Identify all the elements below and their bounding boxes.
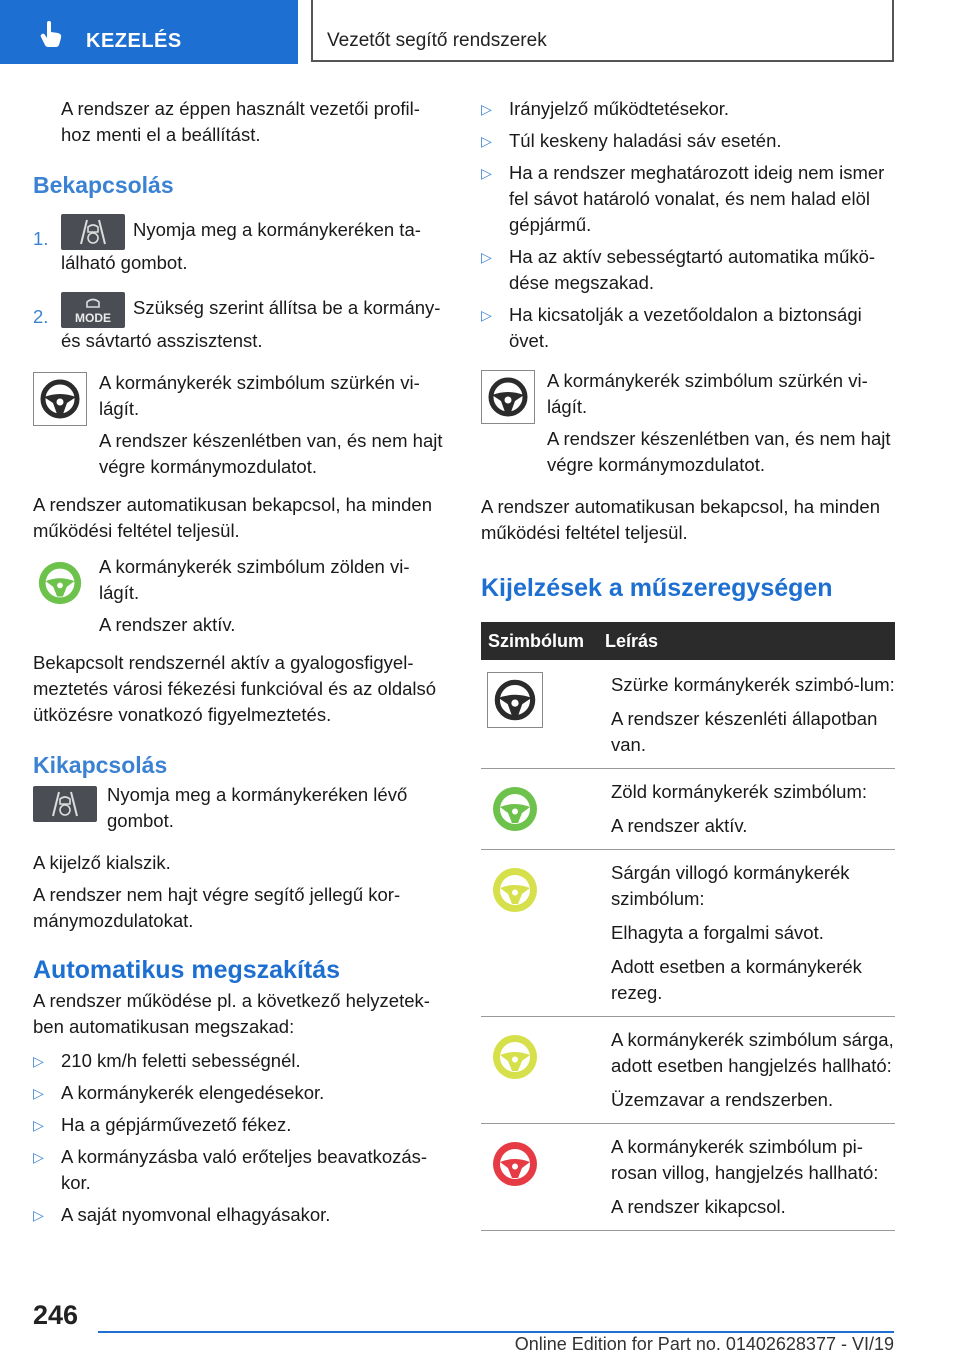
steering-wheel-icon bbox=[489, 783, 541, 835]
list-item: ▷ Irányjelző működtetésekor. bbox=[481, 98, 730, 119]
table-row: A kormánykerék szimbólum sárga, adott esetben hangjelzés hallható: Üzemzavar a rendszerben. bbox=[481, 1017, 895, 1124]
heading-kikapcsolas: Kikapcsolás bbox=[33, 752, 168, 778]
steering-wheel-icon bbox=[487, 672, 543, 728]
heading-bekapcsolas: Bekapcsolás bbox=[33, 172, 174, 198]
auto-on-text: A rendszer automatikusan bekapcsol, ha minden működési feltétel teljesül. bbox=[481, 496, 881, 543]
green-wheel-text-b: A rendszer aktív. bbox=[99, 614, 236, 635]
list-item: ▷ Ha az aktív sebességtartó automatika műkö-dése megszakad. bbox=[481, 246, 876, 293]
list-item: ▷ 210 km/h feletti sebességnél. bbox=[33, 1050, 301, 1071]
mode-button-label: MODE bbox=[75, 311, 111, 325]
list-item: ▷ A saját nyomvonal elhagyásakor. bbox=[33, 1204, 331, 1225]
right-column bbox=[481, 96, 895, 1231]
steering-wheel-icon bbox=[35, 558, 85, 608]
hand-pointer-icon bbox=[38, 20, 64, 48]
display-off-text: A kijelző kialszik. bbox=[33, 852, 171, 873]
step-1-number: 1. bbox=[33, 228, 49, 249]
gray-wheel-text-b: A rendszer készenlétben van, és nem hajt végre kormánymozdulatot. bbox=[99, 430, 443, 477]
section-title: KEZELÉS bbox=[86, 30, 182, 52]
gray-wheel-block bbox=[33, 370, 443, 480]
steering-wheel-icon bbox=[33, 372, 87, 426]
step-2 bbox=[33, 292, 443, 354]
step-2-text-b: és sávtartó asszisztenst. bbox=[61, 330, 263, 351]
steering-wheel-icon bbox=[489, 864, 541, 916]
off-block bbox=[33, 782, 443, 834]
step-2-text-a: Szükség szerint állítsa be a kormány- bbox=[133, 297, 441, 319]
auto-on-text: A rendszer automatikusan bekapcsol, ha minden működési feltétel teljesül. bbox=[33, 494, 433, 541]
column-header-description: Leírás bbox=[605, 630, 659, 651]
lane-assist-button-icon bbox=[33, 786, 97, 822]
chapter-header bbox=[311, 0, 894, 62]
table-row: Szürke kormánykerék szimbó-lum: A rendszer készenléti állapotban van. bbox=[481, 660, 895, 769]
gray-wheel-text-a: A kormánykerék szimbólum szürkén vi-lágít. bbox=[99, 372, 420, 419]
gray-wheel-block-right bbox=[481, 368, 895, 478]
left-column bbox=[33, 96, 443, 1228]
steering-wheel-icon bbox=[489, 1138, 541, 1190]
table-header bbox=[481, 622, 895, 660]
chapter-title: Vezetőt segítő rendszerek bbox=[327, 30, 547, 51]
intro-text: A rendszer az éppen használt vezetői profil-hoz menti el a beállítást. bbox=[61, 98, 420, 145]
step-1 bbox=[33, 214, 443, 276]
steering-wheel-icon bbox=[481, 370, 535, 424]
gray-wheel-text-a: A kormánykerék szimbólum szürkén vi-lágít. bbox=[547, 370, 868, 417]
list-item: ▷ A kormányzásba való erőteljes beavatkozás-kor. bbox=[33, 1146, 428, 1193]
no-steer-text: A rendszer nem hajt végre segítő jellegű kor-mánymozdulatokat. bbox=[33, 884, 401, 931]
step-1-text-a: Nyomja meg a kormánykeréken ta- bbox=[133, 219, 421, 241]
steering-wheel-icon bbox=[489, 1031, 541, 1083]
symbol-table bbox=[481, 622, 895, 1231]
step-1-text-b: lálható gombot. bbox=[61, 252, 188, 273]
page-number: 246 bbox=[33, 1300, 79, 1330]
list-item: ▷ Túl keskeny haladási sáv esetén. bbox=[481, 130, 782, 151]
list-item: ▷ A kormánykerék elengedésekor. bbox=[33, 1082, 325, 1103]
off-text: Nyomja meg a kormánykeréken lévő gombot. bbox=[107, 784, 408, 831]
section-tab bbox=[0, 0, 298, 64]
lane-assist-button-icon bbox=[61, 214, 125, 250]
list-item: ▷ Ha kicsatolják a vezetőoldalon a biztonsági övet. bbox=[481, 304, 862, 351]
table-row: Sárgán villogó kormánykerék szimbólum: Elhagyta a forgalmi sávot. Adott esetben a kormánykerék rezeg. bbox=[481, 850, 895, 1017]
table-row: A kormánykerék szimbólum pi-rosan villog, hangjelzés hallható: A rendszer kikapcsol. bbox=[481, 1124, 895, 1231]
gray-wheel-text-b: A rendszer készenlétben van, és nem hajt végre kormánymozdulatot. bbox=[547, 428, 891, 475]
list-item: ▷ Ha a gépjárművezető fékez. bbox=[33, 1114, 292, 1135]
step-2-number: 2. bbox=[33, 306, 49, 327]
auto-intro-text: A rendszer működése pl. a következő helyzetek-ben automatikusan megszakad: bbox=[33, 990, 430, 1037]
right-bullet-list bbox=[481, 96, 895, 354]
list-item: ▷ Ha a rendszer meghatározott ideig nem ismer fel sávot határoló vonalat, és nem halad elöl gépjármű. bbox=[481, 162, 885, 235]
extra-warning-text: Bekapcsolt rendszernél aktív a gyalogosfigyel-meztetés városi fékezési funkcióval és az oldalsó ütközésre vonatkozó figyelmeztetés. bbox=[33, 652, 437, 725]
table-row: Zöld kormánykerék szimbólum: A rendszer aktív. bbox=[481, 769, 895, 850]
heading-kijelzesek: Kijelzések a műszeregységen bbox=[481, 574, 833, 602]
heading-automatikus-megszakitas: Automatikus megszakítás bbox=[33, 956, 341, 984]
green-wheel-block bbox=[33, 554, 443, 638]
left-bullet-list bbox=[33, 1048, 443, 1228]
footer-edition: Online Edition for Part no. 01402628377 - VI/19 bbox=[514, 1334, 894, 1354]
footer-divider bbox=[98, 1331, 894, 1333]
mode-button-icon bbox=[61, 292, 125, 328]
green-wheel-text-a: A kormánykerék szimbólum zölden vi-lágít. bbox=[99, 556, 410, 603]
column-header-symbol: Szimbólum bbox=[488, 630, 585, 651]
